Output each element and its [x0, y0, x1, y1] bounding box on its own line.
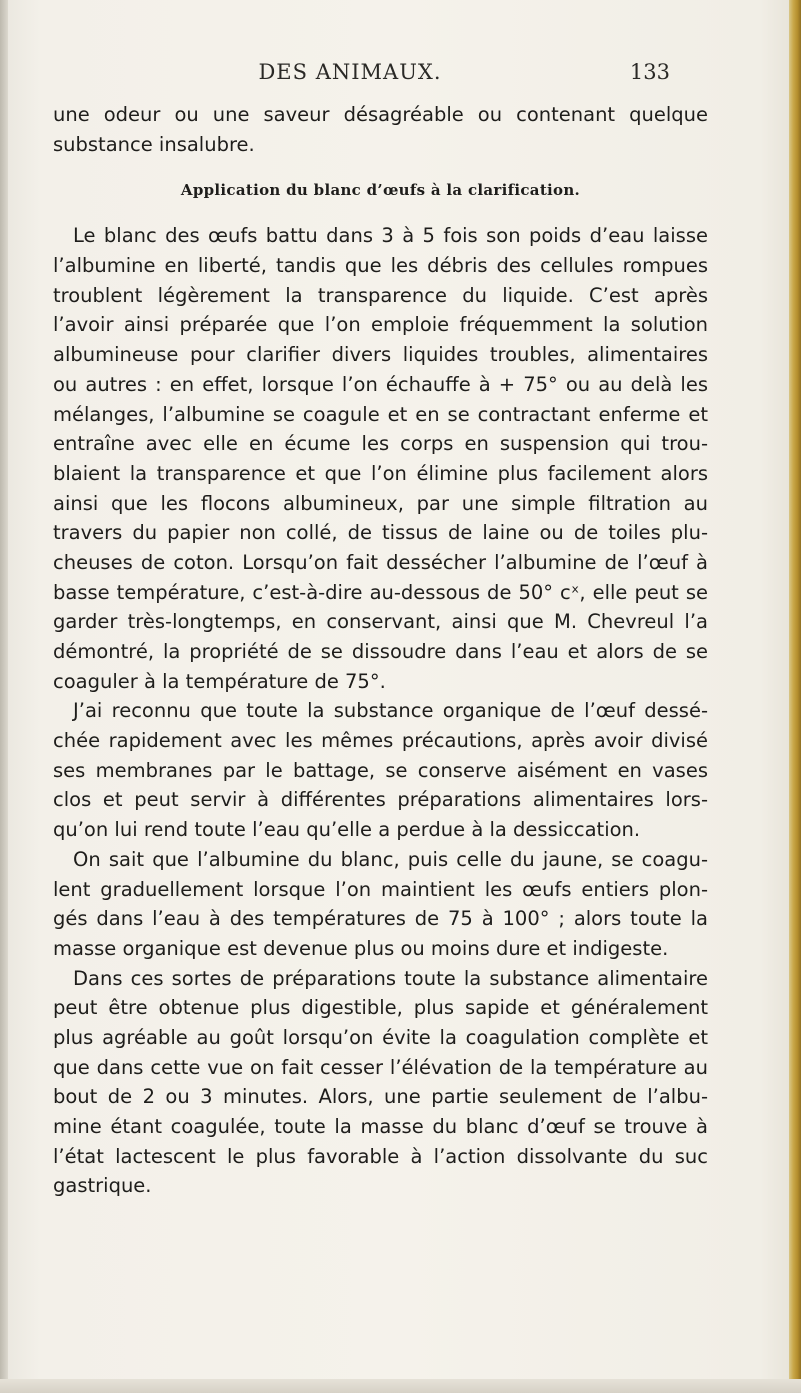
- text-line: l’albumine en liberté, tandis que les débris des cellules rompues: [53, 254, 708, 278]
- text-line: Dans ces sortes de préparations toute la substance alimentaire: [73, 966, 708, 990]
- text-line: une odeur ou une saveur désagréable ou contenant quelque: [53, 103, 708, 126]
- text-line: gastrique.: [53, 1174, 152, 1198]
- text-line: démontré, la propriété de se dissoudre dans l’eau et alors de se: [53, 640, 708, 663]
- text-line: On sait que l’albumine du blanc, puis celle du jaune, se coagu-: [73, 847, 708, 871]
- text-line: cheuses de coton. Lorsqu’on fait dessécher l’albumine de l’œuf à: [53, 550, 708, 574]
- text-line: que dans cette vue on fait cesser l’élévation de la température au: [53, 1055, 708, 1079]
- text-line: mélanges, l’albumine se coagule et en se contractant enferme et: [53, 402, 708, 426]
- text-line: entraîne avec elle en écume les corps en suspension qui trou-: [53, 432, 708, 456]
- page-header: [30, 60, 670, 90]
- text-line: coaguler à la température de 75°.: [53, 669, 386, 693]
- text-line: masse organique est devenue plus ou moins dure et indigeste.: [53, 936, 669, 960]
- text-line: peut être obtenue plus digestible, plus sapide et généralement: [53, 996, 708, 1020]
- text-line: clos et peut servir à différentes préparations alimentaires lors-: [53, 788, 708, 812]
- text-line: Le blanc des œufs battu dans 3 à 5 fois son poids d’eau laisse: [73, 224, 708, 248]
- text-line: gés dans l’eau à des températures de 75 à 100° ; alors toute la: [53, 907, 708, 931]
- page-bottom-edge: [0, 1379, 801, 1393]
- body-text: [53, 100, 708, 1201]
- text-line: l’état lactescent le plus favorable à l’action dissolvante du suc: [53, 1144, 708, 1168]
- text-line: bout de 2 ou 3 minutes. Alors, une partie seulement de l’albu-: [53, 1085, 708, 1109]
- text-line: substance insalubre.: [53, 132, 255, 156]
- text-line: basse température, c’est-à-dire au-dessous de 50° cˣ, elle peut se: [53, 580, 708, 604]
- text-line: J’ai reconnu que toute la substance organique de l’œuf dessé-: [73, 699, 708, 723]
- text-line: ainsi que les flocons albumineux, par une simple filtration au: [53, 491, 708, 515]
- text-line: travers du papier non collé, de tissus de laine ou de toiles plu-: [53, 521, 708, 545]
- text-line: blaient la transparence et que l’on élimine plus facilement alors: [53, 461, 708, 485]
- book-binding-edge: [789, 0, 801, 1393]
- running-title: DES ANIMAUX.: [258, 60, 442, 84]
- text-line: albumineuse pour clarifier divers liquides troubles, alimentaires: [53, 343, 708, 367]
- page-left-edge: [0, 0, 8, 1393]
- text-line: ou autres : en effet, lorsque l’on échauffe à + 75° ou au delà les: [53, 372, 708, 396]
- text-line: garder très-longtemps, en conservant, ainsi que M. Chevreul l’a: [53, 610, 708, 634]
- text-line: ses membranes par le battage, se conserve aisément en vases: [53, 758, 708, 782]
- text-line: mine étant coagulée, toute la masse du blanc d’œuf se trouve à: [53, 1115, 708, 1138]
- text-line: plus agréable au goût lorsqu’on évite la coagulation complète et: [53, 1025, 708, 1049]
- text-line: chée rapidement avec les mêmes précautions, après avoir divisé: [53, 729, 708, 753]
- text-line: troublent légèrement la transparence du liquide. C’est après: [53, 283, 708, 307]
- text-line: lent graduellement lorsque l’on maintient les œufs entiers plon-: [53, 877, 708, 901]
- text-line: qu’on lui rend toute l’eau qu’elle a perdue à la dessiccation.: [53, 818, 641, 842]
- text-line: l’avoir ainsi préparée que l’on emploie fréquemment la solution: [53, 313, 708, 337]
- section-heading: Application du blanc d’œufs à la clarification.: [180, 181, 581, 200]
- page-number: 133: [629, 60, 670, 84]
